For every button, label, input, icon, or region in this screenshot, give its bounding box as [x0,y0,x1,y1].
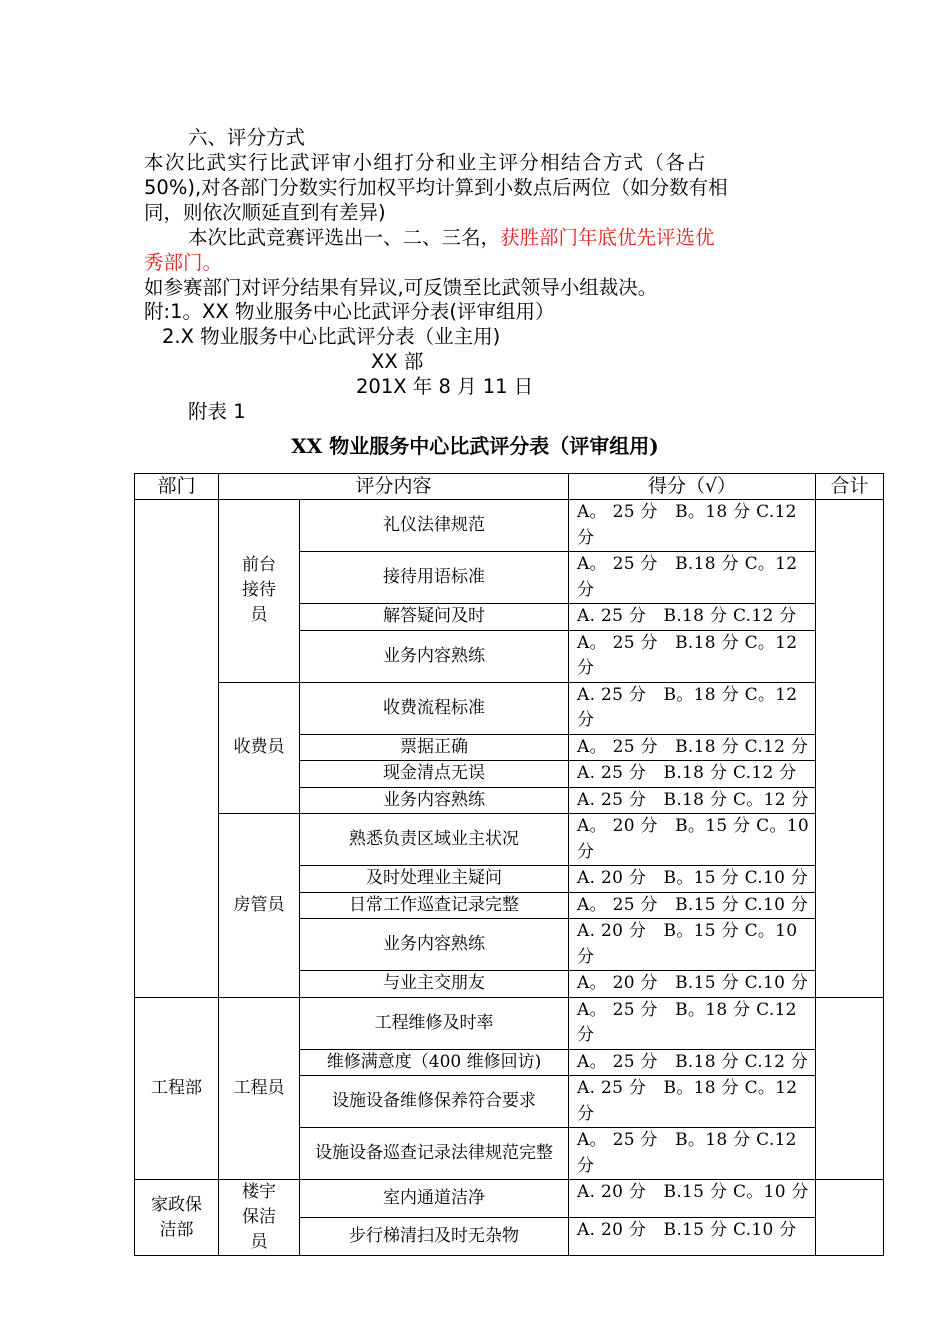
highlight-text: 秀部门。 [144,251,223,274]
content-cell: 票据正确 [300,734,569,761]
content-cell: 步行梯清扫及时无杂物 [300,1218,569,1256]
score-cell: A。 25 分 B。18 分 C.12 分 [569,1128,816,1180]
score-cell: A。 25 分 B.18 分 C.12 分 [569,734,816,761]
content-cell: 业务内容熟练 [300,919,569,971]
table-row [135,500,884,552]
score-cell: A. 25 分 B。18 分 C。12 分 [569,1076,816,1128]
content-cell: 接待用语标准 [300,552,569,604]
score-cell: A. 25 分 B.18 分 C。12 分 [569,787,816,814]
date-line: 201X 年 8 月 11 日 [356,375,534,398]
score-cell: A。 25 分 B。18 分 C.12 分 [569,500,816,552]
table-title: XX 物业服务中心比武评分表（评审组用) [291,434,659,458]
score-cell: A. 20 分 B.15 分 C.10 分 [569,1218,816,1256]
paragraph-line: 同，则依次顺延直到有差异) [144,201,386,224]
score-cell: A. 20 分 B。15 分 C。10 分 [569,919,816,971]
content-cell: 及时处理业主疑问 [300,866,569,893]
dept-cell: 家政保洁部 [135,1180,219,1256]
score-cell: A。 20 分 B.15 分 C.10 分 [569,971,816,998]
paragraph-text: 本次比武竞赛评选出一、二、三名， [188,226,501,249]
content-cell: 设施设备巡查记录法律规范完整 [300,1128,569,1180]
role-cell: 楼宇保洁员 [219,1180,300,1256]
role-cell: 收费员 [219,682,300,814]
paragraph-line: 本次比武实行比武评审小组打分和业主评分相结合方式（各占 [144,151,707,174]
content-cell: 设施设备维修保养符合要求 [300,1076,569,1128]
content-cell: 现金清点无误 [300,761,569,788]
score-cell: A。 25 分 B。18 分 C.12 分 [569,997,816,1049]
header-content: 评分内容 [219,474,569,500]
content-cell: 维修满意度（400 维修回访) [300,1049,569,1076]
content-cell: 熟悉负责区域业主状况 [300,814,569,866]
paragraph-line [188,225,715,250]
score-cell: A. 20 分 B。15 分 C.10 分 [569,866,816,893]
score-cell: A。 25 分 B.18 分 C。12 分 [569,630,816,682]
role-cell: 工程员 [219,997,300,1180]
content-cell: 室内通道洁净 [300,1180,569,1218]
content-cell: 与业主交朋友 [300,971,569,998]
dept-cell [135,500,219,998]
highlight-text: 获胜部门年底优先评选优 [500,226,715,249]
paragraph-line: 如参赛部门对评分结果有异议,可反馈至比武领导小组裁决。 [144,276,658,299]
table-row [135,814,884,866]
content-cell: 业务内容熟练 [300,787,569,814]
score-cell: A. 25 分 B.18 分 C.12 分 [569,761,816,788]
attachment-line: 附:1。XX 物业服务中心比武评分表(评审组用） [144,300,555,323]
total-cell [816,1180,884,1256]
table-header-row [135,474,884,500]
content-cell: 收费流程标准 [300,682,569,734]
score-cell: A。 25 分 B.18 分 C。12 分 [569,552,816,604]
role-cell: 前台接待员 [219,500,300,683]
header-score: 得分（√） [569,474,816,500]
paragraph-line: 50%),对各部门分数实行加权平均计算到小数点后两位（如分数有相 [144,176,728,199]
dept-cell: 工程部 [135,997,219,1180]
score-table [134,473,884,1256]
total-cell [816,500,884,998]
content-cell: 日常工作巡查记录完整 [300,892,569,919]
content-cell: 礼仪法律规范 [300,500,569,552]
section-heading: 六、评分方式 [188,126,306,149]
content-cell: 业务内容熟练 [300,630,569,682]
department-signature: XX 部 [371,350,424,373]
header-total: 合计 [816,474,884,500]
score-cell: A. 20 分 B.15 分 C。10 分 [569,1180,816,1218]
table-row [135,997,884,1049]
appendix-label: 附表 1 [188,400,246,423]
score-cell: A。 25 分 B.18 分 C.12 分 [569,1049,816,1076]
content-cell: 工程维修及时率 [300,997,569,1049]
score-cell: A。 20 分 B。15 分 C。10 分 [569,814,816,866]
role-cell: 房管员 [219,814,300,998]
score-cell: A. 25 分 B。18 分 C。12 分 [569,682,816,734]
total-cell [816,997,884,1180]
content-cell: 解答疑问及时 [300,604,569,631]
score-cell: A。 25 分 B.15 分 C.10 分 [569,892,816,919]
score-cell: A. 25 分 B.18 分 C.12 分 [569,604,816,631]
table-row [135,1180,884,1218]
header-dept: 部门 [135,474,219,500]
attachment-line: 2.X 物业服务中心比武评分表（业主用) [162,325,501,348]
table-row [135,682,884,734]
